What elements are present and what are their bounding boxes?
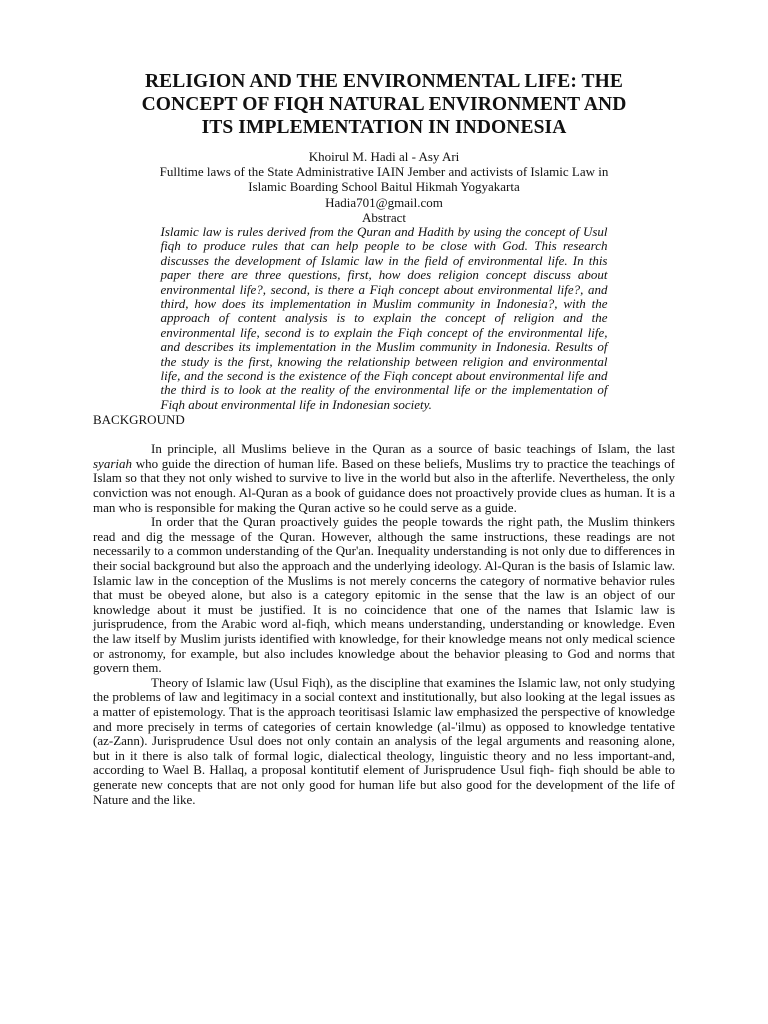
- abstract-heading: Abstract: [361, 209, 407, 225]
- author-block: [93, 149, 675, 225]
- author-name: Khoirul M. Hadi al - Asy Ari: [308, 149, 460, 164]
- section-heading-background: BACKGROUND: [93, 412, 185, 428]
- abstract-text: Islamic law is rules derived from the Quran and Hadith by using the concept of Usul fiqh to produce rules that can help people to be close with God. This research discusses the development of Islamic law in the field of environmental life. In this paper there are three questions, first, how does religion concept discuss about environmental life?, second, is there a Fiqh concept about environmental life?, and third, how does its implementation in Muslim community in Indonesia?, with the approach of content analysis is to explain the concept of religion and the environmental life, second is to explain the Fiqh concept of the environmental life, and describes its implementation in the Muslim community in Indonesia. Results of the study is the first, knowing the relationship between religion and environmental life, and the second is the existence of the Fiqh concept about environmental life and the third is to look at the reality of the environmental life or the implementation of Fiqh about environmental life in Indonesian society.: [160, 224, 608, 412]
- paragraph-1-part-1: In principle, all Muslims believe in the Quran as a source of basic teachings of Islam, the last: [151, 441, 675, 457]
- paragraph-2: In order that the Quran proactively guides the people towards the right path, the Muslim thinkers read and dig the message of the Quran. However, although the same instructions, these readings are not necessarily to a common understanding of the Qur'an. Inequality understanding is not only due to differences in their social background but also the approach and the underlying ideology. Al-Quran is the basis of Islamic law. Islamic law in the conception of the Muslims is not merely concerns the category of normative behavior rules that must be obeyed alone, but also is a category epitomic in the sense that the law is an object of our knowledge about it must be justified. It is no coincidence that one of the names that Islamic law is jurisprudence, from the Arabic word al-fiqh, which means understanding, understanding or knowledge. Even the law itself by Muslim jurists identified with knowledge, for their knowledge means not only medical science or astronomy, for example, but also includes knowledge about the behavior pleasing to God and norms that govern them.: [93, 514, 675, 676]
- title-line-1: RELIGION AND THE ENVIRONMENTAL LIFE: THE: [144, 71, 624, 92]
- paper-title: [93, 70, 675, 139]
- paragraph-1-emphasis: syariah: [93, 455, 132, 471]
- paragraph-3: Theory of Islamic law (Usul Fiqh), as the discipline that examines the Islamic law, not only studying the problems of law and legitimacy in a social context and institutionally, but also looking at the legal issues as a matter of epistemology. That is the approach teoritisasi Islamic law emphasized the perspective of knowledge and more precisely in terms of categories of certain knowledge (al-'ilmu) as opposed to knowledge tentative (az-Zann). Jurisprudence Usul does not only contain an analysis of the legal arguments and reasoning alone, but in it there is also talk of formal logic, dialectical theology, linguistic theory and no less important-and, according to Wael B. Hallaq, a proposal kontitutif element of Jurisprudence Usul fiqh- fiqh should be able to generate new concepts that are not only good for human life but also good for the development of the life of Nature and the like.: [93, 674, 675, 807]
- author-affiliation-line-2: Islamic Boarding School Baitul Hikmah Yogyakarta: [248, 179, 520, 195]
- author-affiliation-line-1: Fulltime laws of the State Administrative IAIN Jember and activists of Islamic Law in: [159, 164, 609, 180]
- paper-page: [93, 70, 675, 807]
- paragraph-1: [93, 442, 675, 515]
- title-line-3: ITS IMPLEMENTATION IN INDONESIA: [201, 117, 567, 138]
- author-email: Hadia701@gmail.com: [325, 194, 443, 210]
- title-line-2: CONCEPT OF FIQH NATURAL ENVIRONMENT AND: [141, 94, 627, 115]
- body-text: [93, 442, 675, 807]
- paragraph-1-part-2: who guide the direction of human life. Based on these beliefs, Muslims try to practice the teachings of Islam so that they not only wished to survive to live in the world but also in the afterlife. Nevertheless, the only conviction was not enough. Al-Quran as a book of guidance does not proactively provide clues as human. It is a man who is responsible for making the Quran active so he could serve as a guide.: [93, 455, 675, 515]
